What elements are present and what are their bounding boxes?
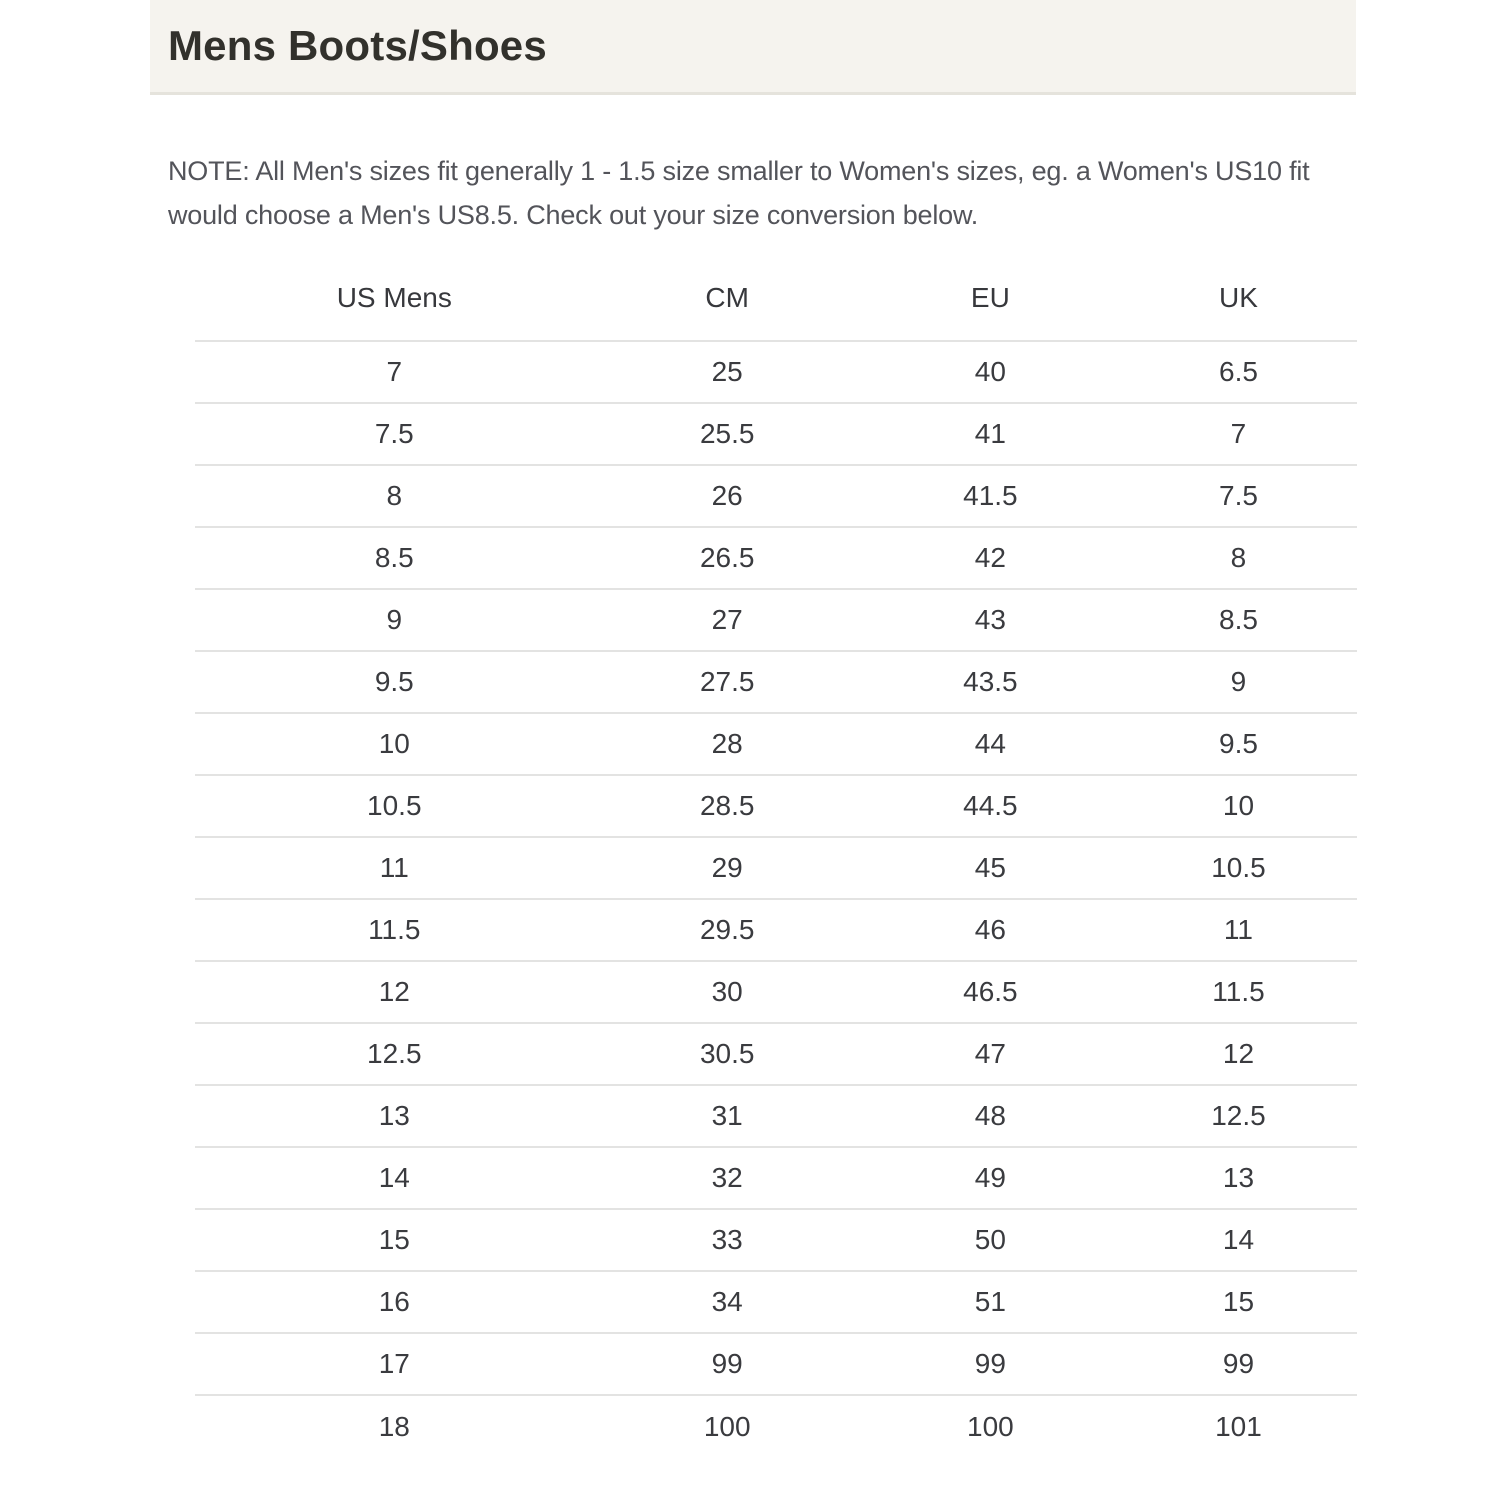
table-cell: 16	[195, 1271, 594, 1333]
table-row	[195, 1333, 1357, 1395]
table-cell: 45	[861, 837, 1120, 899]
table-cell: 30.5	[594, 1023, 861, 1085]
table-row	[195, 1147, 1357, 1209]
table-cell: 46.5	[861, 961, 1120, 1023]
table-row	[195, 775, 1357, 837]
table-cell: 44	[861, 713, 1120, 775]
table-cell: 12	[1120, 1023, 1357, 1085]
table-cell: 27	[594, 589, 861, 651]
table-cell: 40	[861, 341, 1120, 403]
table-cell: 100	[594, 1395, 861, 1457]
table-cell: 13	[195, 1085, 594, 1147]
table-cell: 43.5	[861, 651, 1120, 713]
table-cell: 6.5	[1120, 341, 1357, 403]
table-cell: 42	[861, 527, 1120, 589]
table-cell: 48	[861, 1085, 1120, 1147]
table-cell: 9	[1120, 651, 1357, 713]
table-row	[195, 961, 1357, 1023]
size-table-head	[195, 267, 1357, 341]
table-cell: 29	[594, 837, 861, 899]
table-cell: 9	[195, 589, 594, 651]
table-cell: 28.5	[594, 775, 861, 837]
sizing-note: NOTE: All Men's sizes fit generally 1 - 1.5 size smaller to Women's sizes, eg. a Women's US10 fit would choose a Men's US8.5. Check out your size conversion below.	[168, 156, 1310, 230]
table-cell: 12.5	[1120, 1085, 1357, 1147]
table-cell: 15	[195, 1209, 594, 1271]
header-row	[195, 267, 1357, 341]
table-cell: 41	[861, 403, 1120, 465]
section-title-band	[150, 0, 1356, 95]
table-row	[195, 1271, 1357, 1333]
table-cell: 8.5	[1120, 589, 1357, 651]
table-cell: 11	[195, 837, 594, 899]
table-cell: 15	[1120, 1271, 1357, 1333]
table-cell: 11.5	[1120, 961, 1357, 1023]
table-cell: 26	[594, 465, 861, 527]
table-cell: 27.5	[594, 651, 861, 713]
table-cell: 101	[1120, 1395, 1357, 1457]
table-cell: 99	[594, 1333, 861, 1395]
size-table	[195, 267, 1357, 1457]
table-cell: 33	[594, 1209, 861, 1271]
table-row	[195, 1395, 1357, 1457]
table-cell: 50	[861, 1209, 1120, 1271]
table-row	[195, 1209, 1357, 1271]
table-cell: 99	[1120, 1333, 1357, 1395]
table-cell: 8	[195, 465, 594, 527]
table-cell: 13	[1120, 1147, 1357, 1209]
table-cell: 10.5	[195, 775, 594, 837]
table-row	[195, 713, 1357, 775]
table-cell: 8.5	[195, 527, 594, 589]
table-cell: 31	[594, 1085, 861, 1147]
table-cell: 10.5	[1120, 837, 1357, 899]
table-cell: 14	[195, 1147, 594, 1209]
table-cell: 51	[861, 1271, 1120, 1333]
table-cell: 25	[594, 341, 861, 403]
table-cell: 7	[1120, 403, 1357, 465]
table-cell: 30	[594, 961, 861, 1023]
table-cell: 49	[861, 1147, 1120, 1209]
table-row	[195, 651, 1357, 713]
table-cell: 9.5	[1120, 713, 1357, 775]
table-cell: 7	[195, 341, 594, 403]
column-header: EU	[970, 281, 1010, 313]
table-row	[195, 527, 1357, 589]
page-title: Mens Boots/Shoes	[168, 22, 547, 69]
table-cell: 11	[1120, 899, 1357, 961]
table-row	[195, 341, 1357, 403]
table-cell: 14	[1120, 1209, 1357, 1271]
table-cell: 44.5	[861, 775, 1120, 837]
table-cell: 43	[861, 589, 1120, 651]
table-cell: 99	[861, 1333, 1120, 1395]
table-cell: 34	[594, 1271, 861, 1333]
table-cell: 12	[195, 961, 594, 1023]
table-cell: 25.5	[594, 403, 861, 465]
table-row	[195, 403, 1357, 465]
table-cell: 18	[195, 1395, 594, 1457]
table-cell: 10	[1120, 775, 1357, 837]
table-cell: 100	[861, 1395, 1120, 1457]
table-cell: 10	[195, 713, 594, 775]
table-cell: 11.5	[195, 899, 594, 961]
table-row	[195, 899, 1357, 961]
column-header: UK	[1219, 281, 1258, 313]
table-row	[195, 1023, 1357, 1085]
table-cell: 32	[594, 1147, 861, 1209]
table-cell: 26.5	[594, 527, 861, 589]
table-row	[195, 1085, 1357, 1147]
table-cell: 47	[861, 1023, 1120, 1085]
table-row	[195, 837, 1357, 899]
table-row	[195, 589, 1357, 651]
column-header: US Mens	[336, 281, 452, 313]
table-cell: 12.5	[195, 1023, 594, 1085]
size-guide-section	[150, 0, 1356, 1457]
table-row	[195, 465, 1357, 527]
table-cell: 17	[195, 1333, 594, 1395]
table-cell: 46	[861, 899, 1120, 961]
table-cell: 7.5	[1120, 465, 1357, 527]
table-cell: 8	[1120, 527, 1357, 589]
table-cell: 41.5	[861, 465, 1120, 527]
column-header: CM	[705, 281, 749, 313]
table-cell: 29.5	[594, 899, 861, 961]
size-table-body	[195, 341, 1357, 1457]
table-cell: 7.5	[195, 403, 594, 465]
table-cell: 9.5	[195, 651, 594, 713]
table-cell: 28	[594, 713, 861, 775]
